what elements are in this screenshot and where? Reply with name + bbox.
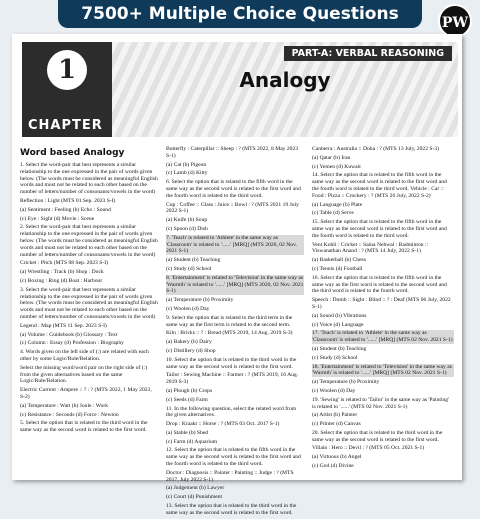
question-line: (c) Lamb (d) Kitty (166, 170, 208, 177)
question-line: (a) Temperature (b) Proximity (312, 379, 380, 386)
question-line: 20. Select the option that is related to the third word in the same way as the second word is related to the first word. (312, 429, 443, 443)
section-heading: Word based Analogy (20, 148, 125, 158)
question-line: (a) Sentiment : Feeling (b) Echo : Sound (20, 206, 111, 213)
question-line: 19. 'Sewing' is related to 'Tailor' in the same way as 'Painting' is related to '......' (MTS 02 Nov. 2021 S-1) (312, 396, 450, 410)
question-line: Drop : Kraakt :: Horse : ? (MTS 03 Oct. 2017 S-1) (166, 421, 280, 428)
banner-title: 7500+ Multiple Choice Questions (81, 4, 399, 24)
question-line: 14. Select the option that is related to the fifth word in the same way as the second word is related to the first word and the fourth word is related to the third word. Vehicle : Car :: Food : Pizza :: Crockery : ? (MTS 26 July, 2022 S-2) (312, 172, 447, 199)
question-line: Canberra : Australia :: Doha : ? (MTS 13 July, 2022 S-3) (312, 146, 440, 152)
question-line: (c) Boxing : Ring (d) Boat : Harbour (20, 277, 103, 284)
question-line: Select the missing word/word pair on the right side of (:) from the given alternatives based on the same Logic/Rule/Relation. (20, 364, 148, 385)
question-line: (a) Basketball (b) Chess (312, 257, 366, 264)
question-line: (c) Table (d) Serve (312, 210, 354, 217)
question-line: (c) Printer (d) Canvas (312, 421, 361, 428)
question-line: (c) Woolen (d) Day (166, 305, 210, 312)
question-line: (a) Cat (b) Pigeon (166, 161, 207, 168)
question-line: (c) Farm (d) Aquarium (166, 438, 218, 445)
question-line: 5. Select the option that is related to the third word in the same way as the second word is related to the first word. (20, 420, 148, 434)
question-line: 2. Select the word-pair that best represents a similar relationship to the one expressed in the pair of words given below. (The words must be considered as meaningful English words and must not be related to each other based on the number of letters/number of consonants/vowels in the word) (20, 224, 158, 258)
question-line: (a) Temperature : Watt (b) Joule : Work (20, 402, 109, 409)
question-line: 9. Select the option that is related to the third term in the same way as the first term is related to the second term. (166, 314, 293, 328)
question-line: (c) Tennis (d) Football (312, 265, 363, 272)
question-line: Speech : Dumb :: Sight : Blind :: ? : Deaf (MTS 06 July, 2022 S-1) (312, 297, 451, 310)
question-line: 11. In the following question, select the related word from the given alternatives. (166, 405, 297, 419)
question-line: (c) Seeds (d) Farm (166, 396, 208, 403)
question-line: 10. Select the option that is related to the third word in the same way as the second word is related to the first word. (166, 356, 297, 370)
question-line: 6. Select the option that is related to the fifth word in the same way as the second word is related to the first word and the fourth word is related to the third word. (166, 179, 301, 199)
chapter-header (112, 42, 458, 137)
question-line: (c) Court (d) Punishment (166, 494, 223, 501)
column-1 (20, 146, 158, 436)
column-3-body (312, 146, 454, 470)
top-banner (58, 0, 422, 28)
question-line: (a) Stable (b) Shed (166, 429, 209, 436)
question-line: Doctor : Diagnosis :: Painter : Painting :: Judge : ? (MTS 2017, July 2022 S-1) (166, 469, 294, 483)
question-line: (c) Spoon (d) Dish (166, 225, 208, 232)
question-line: 7. 'Teach' is related to 'Athlete' in the same way as 'Classroom' is related to '......' [MRQ] (MTS 2020, 02 Nov. 2021 S-1) (166, 235, 304, 255)
pw-logo-icon (438, 4, 472, 38)
question-line: (a) Bakery (b) Dairy (166, 339, 212, 346)
book-page (12, 34, 462, 516)
question-line: 16. Select the option that is related to the fifth word in the same way as the first word is related to the second word and the third word is related to the fourth word. (312, 274, 447, 295)
question-line: (a) Artist (b) Painter (312, 412, 358, 419)
question-line: (a) Qatar (b) Iran (312, 154, 351, 161)
question-line: (c) Distillery (d) Shop (166, 347, 216, 354)
question-line: (a) Student (b) Teaching (312, 345, 367, 352)
question-line: (c) Eye : Sight (d) Movie : Scene (20, 215, 95, 222)
question-line: Reflection : Light (MTS 01 Sep. 2023 S-I) (20, 197, 116, 204)
question-line: 4. Words given on the left side of (:) are related with each other by some Logic/Rule/Relation. (20, 349, 149, 362)
question-line: Legend : Map (MTS 11 Sep. 2023 S-I) (20, 322, 107, 329)
column-2-body (166, 146, 304, 517)
chapter-title: Analogy (239, 68, 331, 92)
question-line: (c) Voice (d) Language (312, 321, 364, 328)
question-line: 3. Select the word-pair that best represents a similar relationship to the one expressed in the pair of words given below. (The words must be considered as meaningful English words and must not be related to each other based on the number of letters/number of consonants/vowels in the word) (20, 286, 158, 320)
question-line: (a) Plough (b) Crops (166, 387, 213, 394)
question-line: Cricket : Pitch (MTS 08 Sep. 2023 S-I) (20, 260, 108, 267)
question-line: (a) Judgement (b) Lawyer (166, 485, 225, 492)
question-line: 8. 'Entertainment' is related to 'Television' in the same way as 'Warmth' is related to '......' [MRQ] (MTS 2020, 02 Nov. 2021 S-1) (166, 274, 304, 295)
question-line: (c) Woolen (d) Day (312, 387, 356, 394)
question-line: 18. 'Entertainment' is related to 'Television' in the same way as 'Warmth' is related to '......' [MRQ] (MTS 02 Nov. 2021 S-1) (312, 364, 454, 378)
question-line: (a) Temperature (b) Proximity (166, 297, 234, 304)
chapter-word: CHAPTER (28, 118, 103, 133)
logo-text: PW (441, 15, 469, 31)
chapter-box (22, 42, 112, 137)
question-line: (a) Student (b) Teaching (166, 257, 221, 264)
column-2 (166, 146, 304, 519)
question-line: 1. Select the word-pair that best represents a similar relationship to the one expressed in the pair of words given below. (The words must be considered as meaningful English words and must not be related to each other based on the number of letters/number of consonants/vowels in the word) (20, 162, 158, 196)
question-line: (a) Virtuous (b) Angel (312, 454, 362, 461)
column-3 (312, 146, 454, 472)
question-line: Vent Kohli : Cricket :: Saina Nehwal : Badminton :: Viswanathan Anand : ? (MTS 14 July, 2022 S-1) (312, 241, 429, 255)
chapter-number: 1 (47, 50, 87, 90)
question-line: Villain : Hero :: Devil : ? (MTS 05 Oct. 2021 S-1) (312, 445, 425, 452)
question-line: (c) Column : Essay (d) Profession : Biography (20, 340, 124, 347)
question-line: (c) God (d) Divine (312, 463, 354, 470)
part-label: PART-A: VERBAL REASONING (284, 46, 452, 61)
question-line: (c) Study (d) School (166, 265, 212, 272)
question-line: 17. 'Teach' is related to 'Athlete' in the same way as 'Classroom' is related to '......' [MRQ] (MTS 02 Nov. 2021 S-1) (312, 330, 453, 344)
question-line: (c) Resistance : Seconds (d) Force : Newton (20, 411, 119, 418)
question-line: (c) Yemen (d) Kuwait (312, 163, 361, 170)
question-line: (a) Knife (b) Soup (166, 217, 208, 224)
question-line: (a) Wrestling : Track (b) Shop : Dock (20, 269, 104, 276)
question-line: Electric Current : Ampere :: ? : ? (MTS 2022, 1 May 2023, S-2) (20, 387, 152, 400)
question-line: Butterfly : Caterpillar :: Sheep : ? (MTS 2022, 8 May 2023 S-1) (166, 146, 299, 159)
question-line: Tailor : Sewing Machine :: Farmer : ? (MTS 2019, 16 Aug. 2019 S-3) (166, 372, 299, 386)
question-line: 15. Select the option that is related to the fifth word in the same way as the second word is related to the first word and the fourth word is related to the third word. (312, 219, 447, 239)
question-line: (a) Sound (b) Vibrations (312, 312, 367, 319)
question-line: (a) Language (b) Plate (312, 201, 363, 208)
question-line: 13. Select the option that is related to the third word in the same way as the second word is related to the first word. (166, 503, 297, 516)
question-line: (c) Study (d) School (312, 354, 358, 361)
column-1-body (20, 162, 158, 434)
question-line: 12. Select the option that is related to the fifth word in the same way as the second word is related to the first word and the fourth word is related to the third word. (166, 447, 301, 468)
question-line: Cup : Coffee :: Glass : Juice :: Bowl : ? (MTS 2021 19 July 2022 S-1) (166, 201, 299, 215)
question-line: Kiln : Bricks :: ? : Bread (MTS 2019, 14 Aug. 2019 S-3) (166, 330, 293, 337)
question-line: (a) Volume : Guidebook (b) Glossary : Text (20, 331, 118, 338)
